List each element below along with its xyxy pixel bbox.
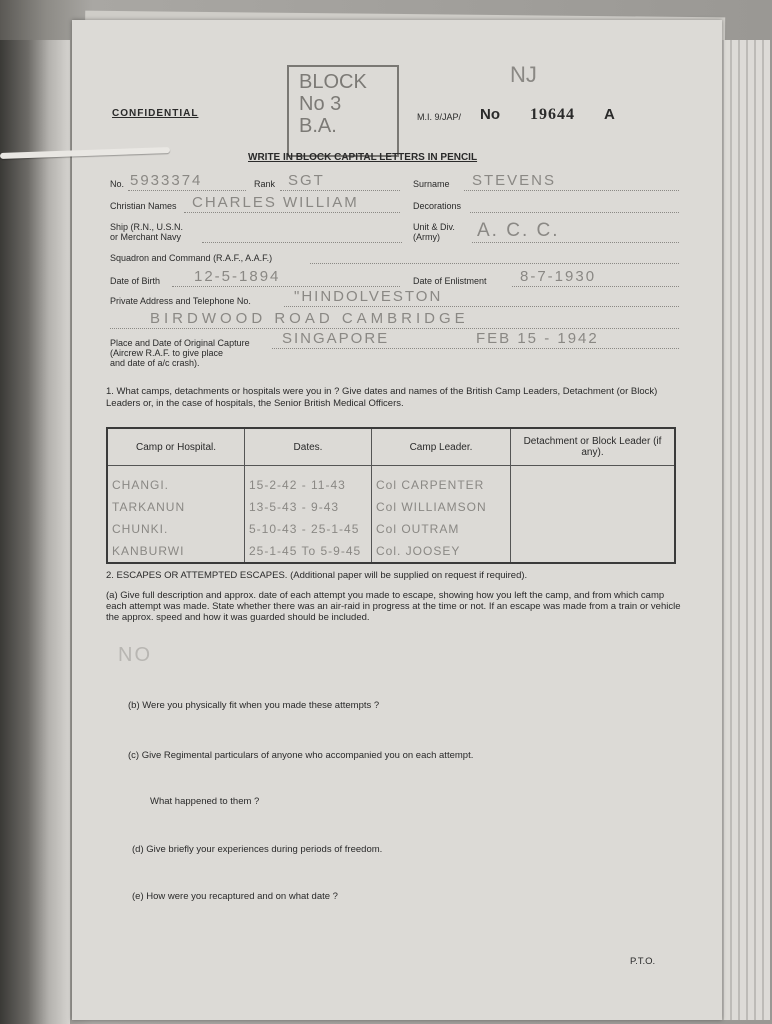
decorations-label: Decorations [413,201,462,211]
leader-cell: Col WILLIAMSON [372,496,511,518]
detachment-cell [511,474,676,496]
unit-value: A. C. C. [477,220,560,241]
corner-handwritten-mark: NJ [510,62,537,87]
christian-names-label: Christian Names [110,201,177,211]
camp-cell: KANBURWI [107,540,245,563]
question-2c-followup: What happened to them ? [150,796,260,807]
no-label: No. [110,179,125,189]
question-2c: (c) Give Regimental particulars of anyone who accompanied you on each attempt. [128,750,474,761]
address-label: Private Address and Telephone No. [110,296,251,306]
christian-names-value: CHARLES WILLIAM [192,194,359,211]
stamp-line-3: B.A. [299,115,337,137]
ship-label-1: Ship (R.N., U.S.N. [110,222,184,232]
form-suffix: A [604,106,615,123]
column-header: Dates. [245,428,372,466]
detachment-cell [511,540,676,563]
section-1-question: 1. What camps, detachments or hospitals were you in ? Give dates and names of the British Camp Leaders, Detachment (or Block) Leaders or, in the case of hospitals, the Senior British Medical Officers. [106,386,658,409]
confidential-label: CONFIDENTIAL [112,108,199,119]
column-header: Detachment or Block Leader (if any). [511,428,676,466]
block-stamp [287,65,399,157]
leader-cell: Col CARPENTER [372,474,511,496]
question-2a: (a) Give full description and approx. date of each attempt you made to escape, showing how you left the camp, and from which camp each attempt was made. State whether there was an air-raid in progress at the time or not. If an escape was made from a train or vehicle the approx. speed and how it was guarded should be included. [106,590,681,623]
instruction-heading: WRITE IN BLOCK CAPITAL LETTERS IN PENCIL [248,152,478,163]
question-2e: (e) How were you recaptured and on what date ? [132,891,338,902]
table-row [107,540,675,563]
capture-label-2: (Aircrew R.A.F. to give place [110,348,224,358]
number-label: No [480,106,500,123]
rank-label: Rank [254,179,276,189]
enlistment-label: Date of Enlistment [413,276,487,286]
address-value-2: BIRDWOOD ROAD CAMBRIDGE [150,310,469,327]
detachment-cell [511,496,676,518]
service-number-value: 5933374 [130,172,203,189]
capture-label-1: Place and Date of Original Capture [110,338,250,348]
detachment-cell [511,518,676,540]
binder-edge [0,40,70,1024]
stamp-line-2: No 3 [299,93,342,115]
dates-cell: 5-10-43 - 25-1-45 [245,518,372,540]
surname-value: STEVENS [472,172,557,189]
leader-cell: Col. JOOSEY [372,540,511,563]
form-number: 19644 [530,106,575,123]
table-header-row [107,428,675,466]
capture-place: SINGAPORE [282,330,390,347]
question-2d: (d) Give briefly your experiences during periods of freedom. [132,844,383,855]
stamp-line-1: BLOCK [299,71,367,93]
camp-cell: CHANGI. [107,474,245,496]
pto-label: P.T.O. [630,956,656,967]
dates-cell: 13-5-43 - 9-43 [245,496,372,518]
enlistment-value: 8-7-1930 [520,268,597,285]
address-value-1: "HINDOLVESTON [294,288,443,305]
camp-cell: TARKANUN [107,496,245,518]
unit-label-2: (Army) [413,232,440,242]
column-header: Camp or Hospital. [107,428,245,466]
surname-label: Surname [413,179,450,189]
question-2b: (b) Were you physically fit when you made these attempts ? [128,700,380,711]
dob-label: Date of Birth [110,276,161,286]
column-header: Camp Leader. [372,428,511,466]
table-row [107,496,675,518]
table-row [107,518,675,540]
rank-value: SGT [288,172,325,189]
section-2-title: 2. ESCAPES OR ATTEMPTED ESCAPES. (Additional paper will be supplied on request if required). [106,570,528,581]
dob-value: 12-5-1894 [194,268,281,285]
ship-label-2: or Merchant Navy [110,232,182,242]
dates-cell: 25-1-45 To 5-9-45 [245,540,372,563]
answer-2a: NO [118,644,152,666]
camps-table [106,427,676,564]
table-row [107,474,675,496]
camp-cell: CHUNKI. [107,518,245,540]
capture-label-3: and date of a/c crash). [110,358,200,368]
unit-label-1: Unit & Div. [413,222,455,232]
leader-cell: Col OUTRAM [372,518,511,540]
capture-date: FEB 15 - 1942 [476,330,599,347]
form-sheet [72,20,722,1020]
reference-code: M.I. 9/JAP/ [417,112,462,122]
dates-cell: 15-2-42 - 11-43 [245,474,372,496]
squadron-label: Squadron and Command (R.A.F., A.A.F.) [110,253,273,263]
